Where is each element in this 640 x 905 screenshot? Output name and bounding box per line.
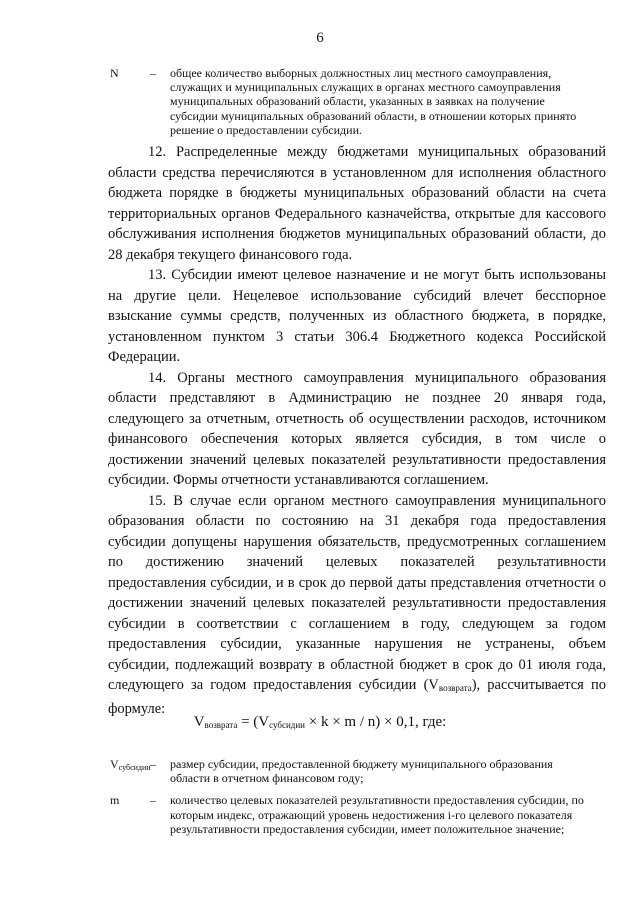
definition-m (110, 793, 590, 836)
paragraph-15-tail: ), рассчитывается по формуле: (108, 677, 606, 717)
definition-text: количество целевых показателей результативности предоставления субсидии, по которым индекс, отражающий уровень недостижения i-го целевого показателя результативности предоставления субсидии, имеет положительное значение; (170, 793, 584, 836)
definition-dash: – (150, 66, 156, 80)
paragraph-12: 12. Распределенные между бюджетами муниципальных образований области средства перечисляются в установленном для исполнения областного бюджета порядке в бюджеты муниципальных образований области на счета территориальных органов Федерального казначейства, открытые для кассового обслуживания исполнения бюджетов муниципальных образований области, до 28 декабря текущего финансового года. (108, 144, 606, 263)
formula-mid: = (V (237, 714, 270, 730)
body-text (108, 142, 606, 719)
paragraph-13: 13. Субсидии имеют целевое назначение и не могут быть использованы на другие цели. Нецелевое использование субсидий влечет бесспорное взыскание суммы средств, полученных из областного бюджета, в порядке, установленном пунктом 3 статьи 306.4 Бюджетного кодекса Российской Федерации. (108, 267, 606, 365)
formula-sub-vozvrata: возврата (204, 720, 238, 730)
formula-rest: × k × m / n) × 0,1, где: (304, 714, 447, 730)
paragraph-15 (108, 491, 606, 720)
definition-dash: – (150, 757, 156, 771)
definitions-top (110, 66, 590, 137)
formula (0, 714, 640, 731)
definition-symbol: m (110, 793, 120, 808)
paragraph-15-text: 15. В случае если органом местного самоуправления муниципального образования области по состоянию на 31 декабря года предоставления субсидии допущены нарушения обязательств, предусмотренных соглашением по достижению значений целевых показателей результативности предоставления субсидии, и в срок до первой даты представления отчетности о достижении значений целевых показателей результативности предоставления субсидии в соответствии с соглашением в году, следующем за годом предоставления субсидии, указанные нарушения не устранены, объем субсидии, подлежащий возврату в областной бюджет в срок до 01 июля года, следующего за годом предоставления субсидии (V (108, 492, 606, 693)
definition-text: общее количество выборных должностных лиц местного самоуправления, служащих и муниципальных служащих в органах местного самоуправления муниципальных образований области, указанных в заявках на получение субсидии муниципальных образований области, в отношении которых принято решение о предоставлении субсидии. (170, 66, 577, 137)
formula-sub-subsidii: субсидии (269, 720, 305, 730)
definition-text: размер субсидии, предоставленной бюджету муниципального образования области в отчетном финансовом году; (170, 757, 553, 786)
definition-symbol: N (110, 66, 119, 80)
definition-n (110, 66, 590, 137)
page-number: 6 (316, 30, 324, 46)
definition-dash: – (150, 793, 156, 808)
definition-v-subsidii (110, 757, 590, 785)
formula-v: V (193, 714, 205, 730)
paragraph-15-subscript: возврата (438, 683, 472, 693)
definition-symbol: $V_{субсидии}$ (110, 757, 151, 772)
paragraph-14: 14. Органы местного самоуправления муниципального образования области представляют в Администрацию не позднее 20 января года, следующего за отчетным, отчетность об осуществлении расходов, источником финансового обеспечения которых является субсидия, в том числе о достижении значений целевых показателей результативности предоставления субсидии. Формы отчетности устанавливаются соглашением. (108, 369, 606, 488)
definitions-bottom (110, 757, 590, 836)
